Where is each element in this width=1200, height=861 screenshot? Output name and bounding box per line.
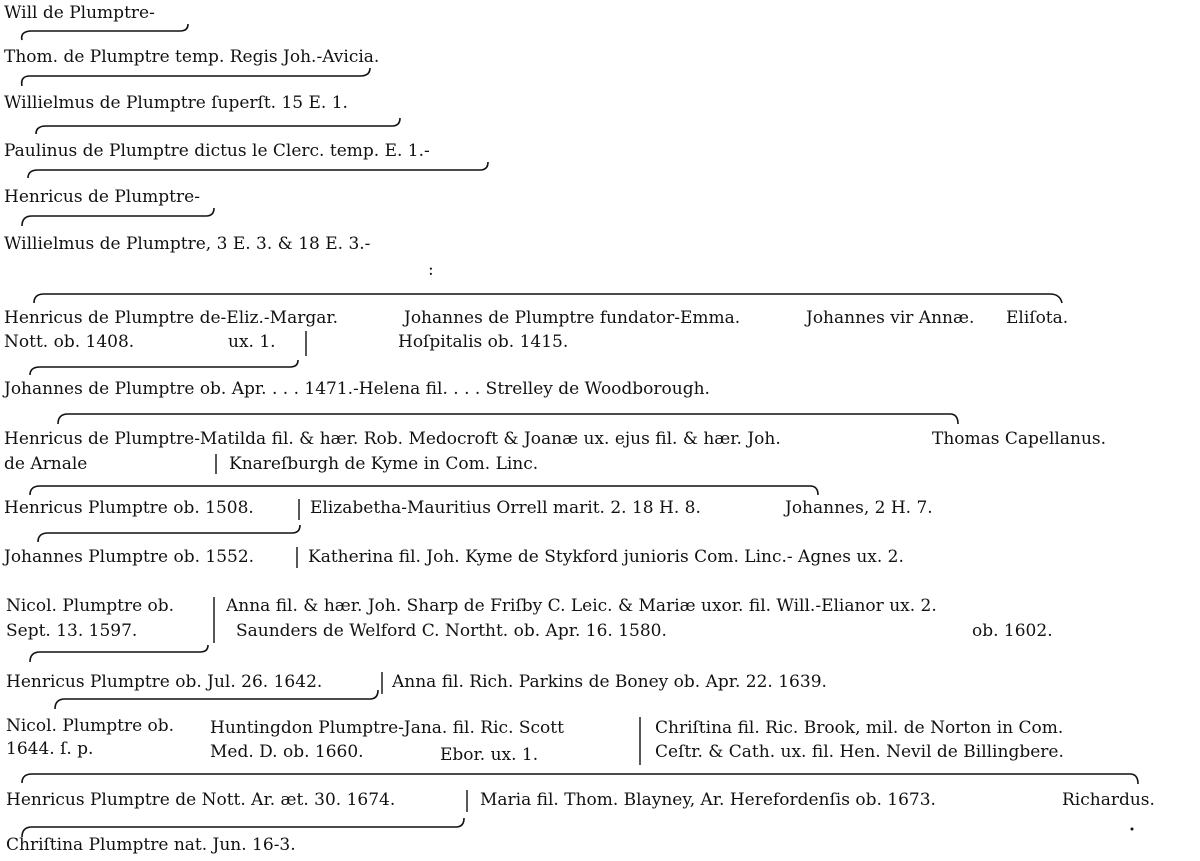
descent-bracket bbox=[55, 690, 378, 709]
descent-bracket bbox=[22, 24, 188, 40]
line-anna-parkins: Anna fil. Rich. Parkins de Boney ob. Apr. 22. 1639. bbox=[392, 672, 827, 692]
line-maria-blayney: Maria fil. Thom. Blayney, Ar. Herefordenſis ob. 1673. bbox=[480, 790, 936, 810]
line-henricus-1674: Henricus Plumptre de Nott. Ar. æt. 30. 1674. bbox=[6, 790, 396, 810]
line-med-d: Med. D. ob. 1660. bbox=[210, 742, 364, 762]
line-thomas-capellanus: Thomas Capellanus. bbox=[932, 429, 1107, 449]
line-henricus-2: Henricus de Plumptre de-Eliz.-Margar. bbox=[4, 308, 339, 328]
line-will: Will de Plumptre- bbox=[4, 3, 155, 23]
line-johannes-1552: Johannes Plumptre ob. 1552. bbox=[4, 547, 255, 567]
line-henricus-matilda: Henricus de Plumptre-Matilda fil. & hær. Rob. Medocroft & Joanæ ux. ejus fil. & hær. Joh. bbox=[4, 429, 781, 449]
line-ellipsis: : bbox=[428, 260, 434, 280]
line-henricus-1508: Henricus Plumptre ob. 1508. bbox=[4, 498, 254, 518]
line-richardus: Richardus. bbox=[1062, 790, 1155, 810]
descent-bracket bbox=[38, 525, 300, 542]
line-johannes-2h7: Johannes, 2 H. 7. bbox=[785, 498, 933, 518]
line-henricus-1: Henricus de Plumptre- bbox=[4, 187, 200, 207]
line-ob-1602: ob. 1602. bbox=[972, 621, 1053, 641]
descent-bracket bbox=[34, 294, 1062, 303]
line-hospitalis: Hoſpitalis ob. 1415. bbox=[398, 332, 569, 352]
descent-bracket bbox=[36, 118, 400, 134]
line-katherina: Katherina fil. Joh. Kyme de Stykford junioris Com. Linc.- Agnes ux. 2. bbox=[308, 547, 904, 567]
line-johannes-vir: Johannes vir Annæ. bbox=[806, 308, 975, 328]
descent-bracket bbox=[28, 162, 488, 178]
line-christina-brook: Chriſtina fil. Ric. Brook, mil. de Norton in Com. bbox=[655, 718, 1064, 738]
line-knaresburgh: Knareſburgh de Kyme in Com. Linc. bbox=[229, 454, 539, 474]
line-johannes-1471: Johannes de Plumptre ob. Apr. . . . 1471.-Helena fil. . . . Strelley de Woodborough. bbox=[4, 379, 710, 399]
line-thom: Thom. de Plumptre temp. Regis Joh.-Avicia. bbox=[4, 47, 380, 67]
line-ebor-ux: Ebor. ux. 1. bbox=[440, 745, 539, 765]
line-cestr: Ceſtr. & Cath. ux. fil. Hen. Nevil de Billingbere. bbox=[655, 742, 1064, 762]
line-anna-sharp: Anna fil. & hær. Joh. Sharp de Friſby C. Leic. & Mariæ uxor. fil. Will.-Elianor ux. 2. bbox=[226, 596, 937, 616]
line-saunders: Saunders de Welford C. Northt. ob. Apr. 16. 1580. bbox=[236, 621, 667, 641]
line-de-arnale: de Arnale bbox=[4, 454, 88, 474]
line-christina-plumptre: Chriſtina Plumptre nat. Jun. 16-3. bbox=[6, 835, 296, 855]
line-elisota: Eliſota. bbox=[1006, 308, 1069, 328]
line-ux-1: ux. 1. bbox=[228, 332, 276, 352]
line-nicol-1: Nicol. Plumptre ob. bbox=[6, 596, 175, 616]
descent-bracket bbox=[22, 68, 370, 86]
line-nott-1408: Nott. ob. 1408. bbox=[4, 332, 135, 352]
line-henricus-1642: Henricus Plumptre ob. Jul. 26. 1642. bbox=[6, 672, 323, 692]
line-paulinus: Paulinus de Plumptre dictus le Clerc. temp. E. 1.- bbox=[4, 141, 430, 161]
descent-bracket bbox=[30, 360, 298, 375]
line-sept-1597: Sept. 13. 1597. bbox=[6, 621, 138, 641]
ink-dot bbox=[1131, 828, 1134, 831]
line-nicol-2: Nicol. Plumptre ob. bbox=[6, 716, 175, 736]
line-willielmus-2: Willielmus de Plumptre, 3 E. 3. & 18 E. 3.- bbox=[4, 234, 371, 254]
line-1644: 1644. ſ. p. bbox=[6, 739, 94, 759]
descent-bracket bbox=[30, 486, 818, 495]
descent-bracket bbox=[22, 208, 214, 226]
line-huntingdon: Huntingdon Plumptre-Jana. fil. Ric. Scott bbox=[210, 718, 564, 738]
descent-bracket bbox=[58, 414, 958, 424]
descent-bracket bbox=[22, 774, 1138, 784]
line-johannes-fundator: Johannes de Plumptre fundator-Emma. bbox=[404, 308, 741, 328]
line-elizabetha: Elizabetha-Mauritius Orrell marit. 2. 18 H. 8. bbox=[310, 498, 701, 518]
descent-bracket bbox=[30, 645, 208, 662]
line-willielmus-1: Willielmus de Plumptre ſuperſt. 15 E. 1. bbox=[4, 93, 348, 113]
